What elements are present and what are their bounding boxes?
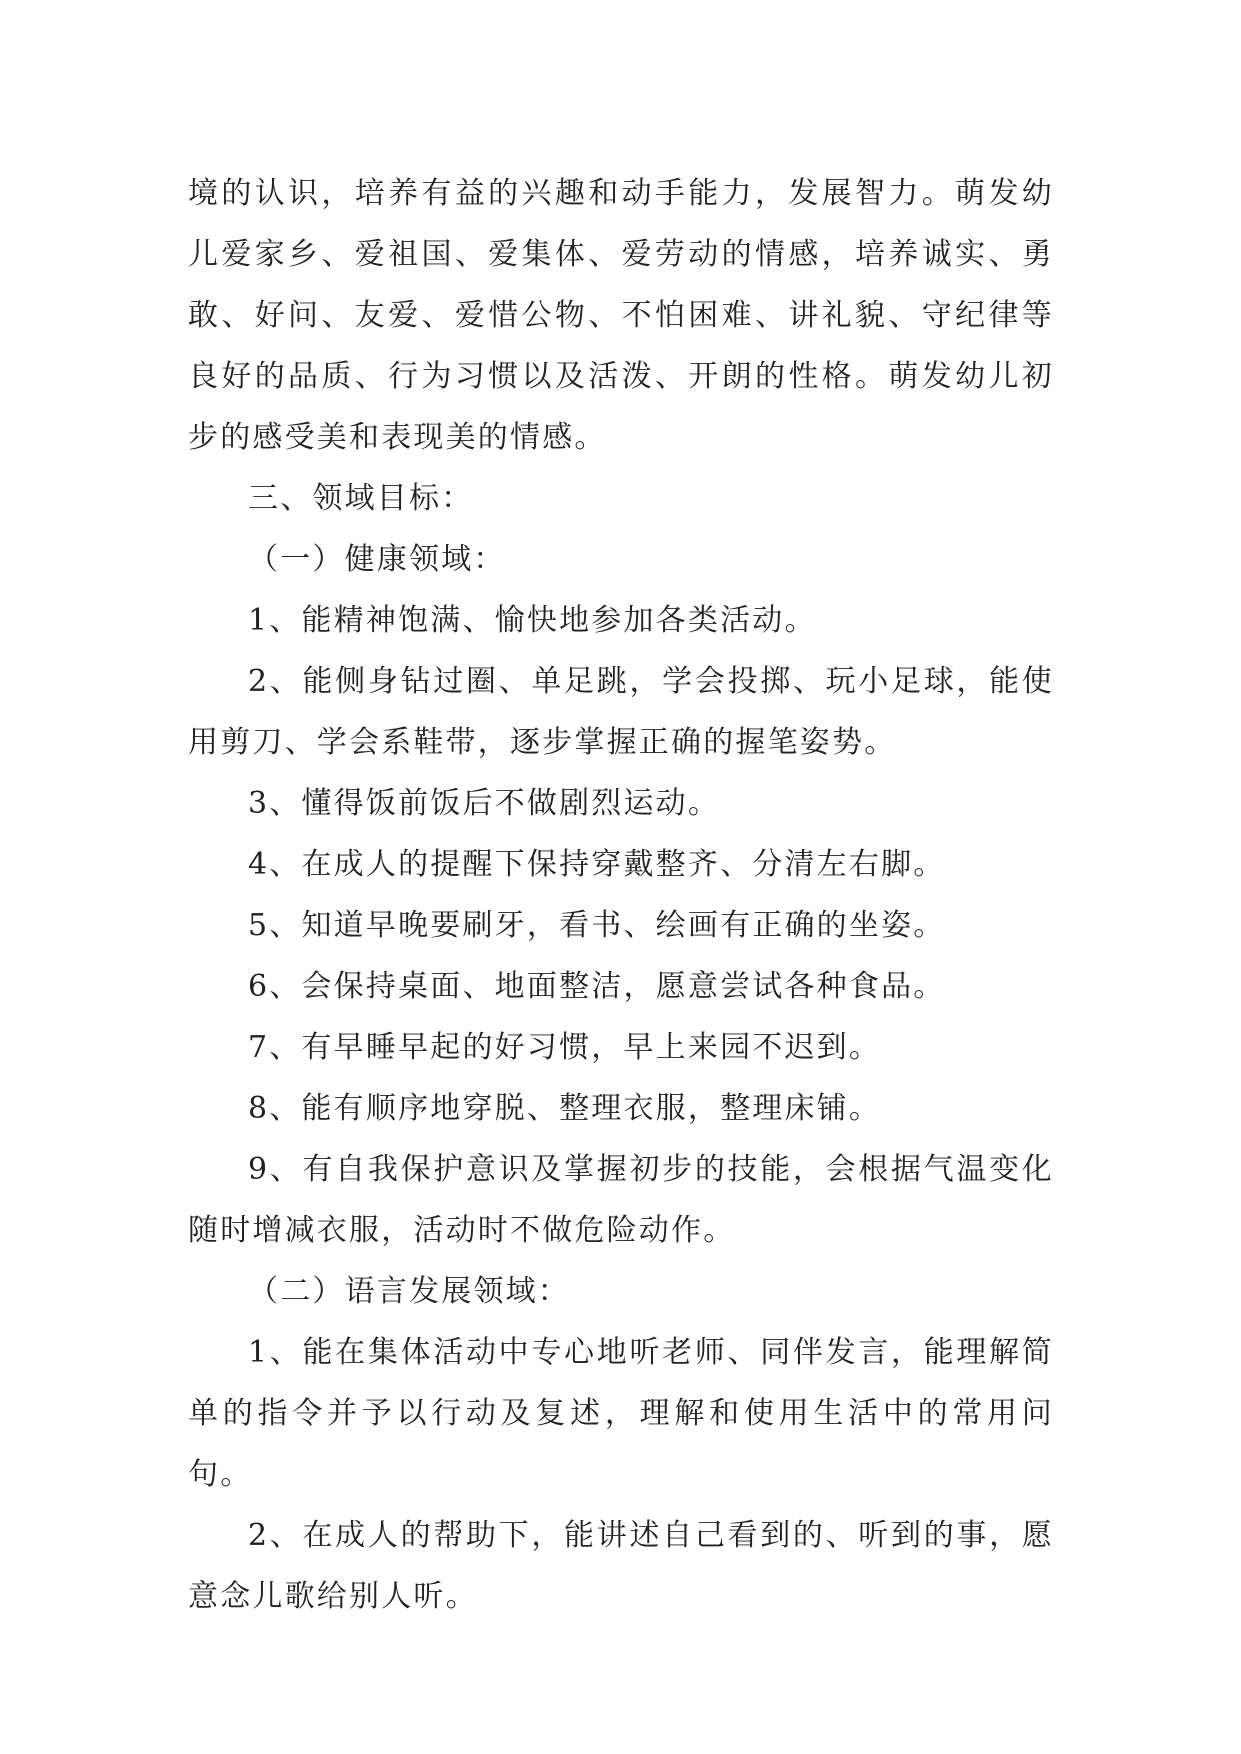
health-item-5: 5、知道早晚要刷牙，看书、绘画有正确的坐姿。 bbox=[248, 908, 946, 943]
document-page bbox=[188, 163, 1054, 1627]
paragraph-continuation: 境的认识，培养有益的兴趣和动手能力，发展智力。萌发幼儿爱家乡、爱祖国、爱集体、爱劳动的情感，培养诚实、勇敢、好问、友爱、爱惜公物、不怕困难、讲礼貌、守纪律等良好的品质、行为习惯以及活泼、开朗的性格。萌发幼儿初步的感受美和表现美的情感。 bbox=[188, 176, 1054, 455]
health-item-7: 7、有早睡早起的好习惯，早上来园不迟到。 bbox=[248, 1030, 882, 1065]
language-item-2: 2、在成人的帮助下，能讲述自己看到的、听到的事，愿意念儿歌给别人听。 bbox=[188, 1518, 1054, 1614]
health-item-1: 1、能精神饱满、愉快地参加各类活动。 bbox=[248, 603, 817, 638]
health-item-3: 3、懂得饭前饭后不做剧烈运动。 bbox=[248, 786, 721, 821]
health-item-8: 8、能有顺序地穿脱、整理衣服，整理床铺。 bbox=[248, 1091, 882, 1126]
section-heading-domain-goals: 三、领域目标： bbox=[248, 481, 474, 516]
health-item-2: 2、能侧身钻过圈、单足跳，学会投掷、玩小足球，能使用剪刀、学会系鞋带，逐步掌握正确的握笔姿势。 bbox=[188, 664, 1054, 760]
health-item-6: 6、会保持桌面、地面整洁，愿意尝试各种食品。 bbox=[248, 969, 946, 1004]
subheading-health: （一）健康领域： bbox=[248, 542, 506, 577]
subheading-language: （二）语言发展领域： bbox=[248, 1274, 570, 1309]
health-item-4: 4、在成人的提醒下保持穿戴整齐、分清左右脚。 bbox=[248, 847, 946, 882]
health-item-9: 9、有自我保护意识及掌握初步的技能，会根据气温变化随时增减衣服，活动时不做危险动作。 bbox=[188, 1152, 1054, 1248]
language-item-1: 1、能在集体活动中专心地听老师、同伴发言，能理解简单的指令并予以行动及复述，理解和使用生活中的常用问句。 bbox=[188, 1335, 1054, 1492]
